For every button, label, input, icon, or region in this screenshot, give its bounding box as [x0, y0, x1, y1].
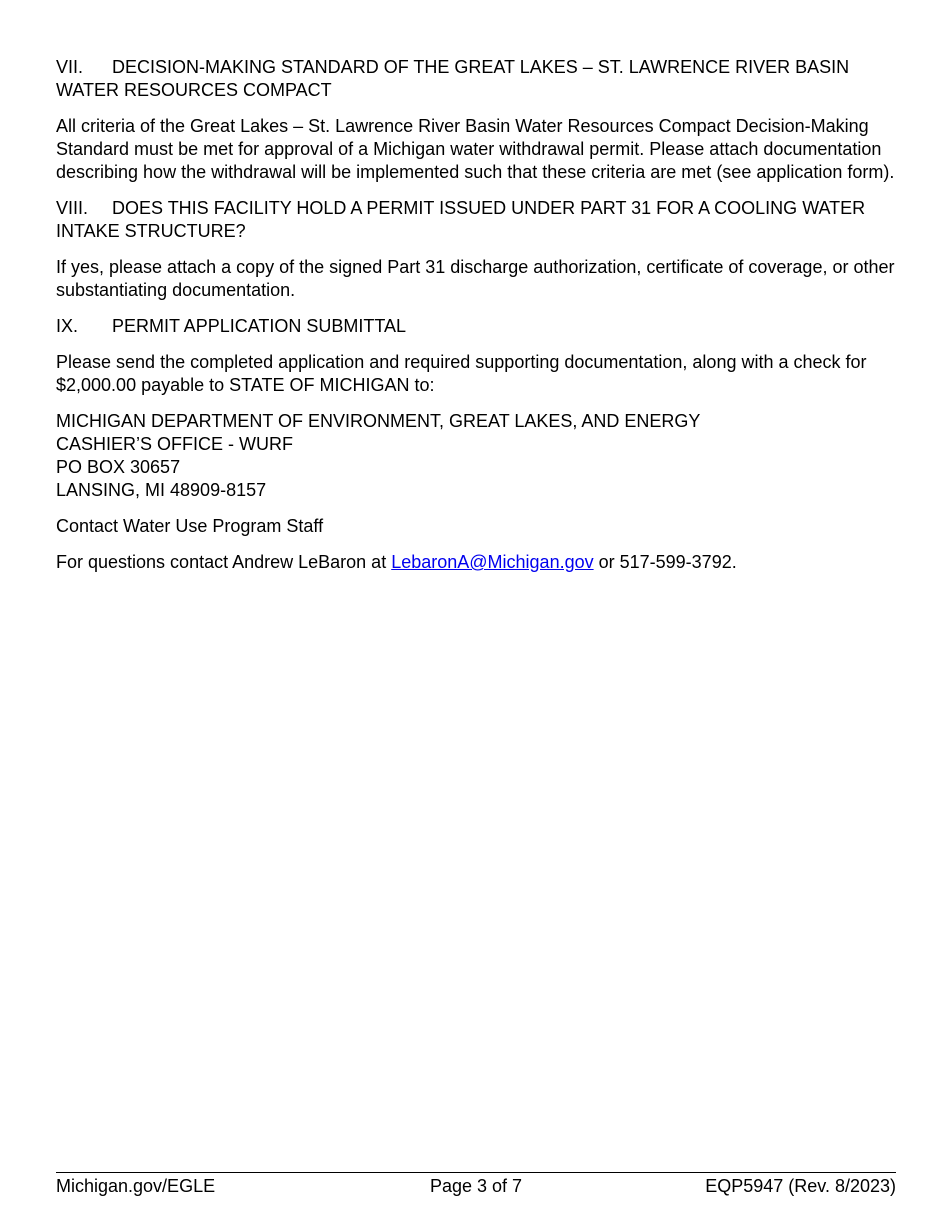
footer-page-number: Page 3 of 7 [429, 1176, 523, 1196]
section-ix-title: PERMIT APPLICATION SUBMITTAL [112, 316, 407, 336]
contact-line [56, 551, 896, 574]
contact-prefix: For questions contact Andrew LeBaron at [56, 552, 392, 572]
section-ix-number: IX. [56, 316, 79, 336]
contact-heading: Contact Water Use Program Staff [56, 516, 324, 536]
footer-website: Michigan.gov/EGLE [56, 1176, 216, 1196]
address-line: LANSING, MI 48909-8157 [56, 480, 267, 500]
document-page [56, 56, 896, 587]
section-vii-number: VII. [56, 57, 84, 77]
section-viii-title: DOES THIS FACILITY HOLD A PERMIT ISSUED UNDER PART 31 FOR A COOLING WATER INTAKE STRUCTURE? [56, 198, 866, 241]
page-footer [56, 1172, 896, 1198]
section-viii-number: VIII. [56, 198, 89, 218]
section-ix-heading [56, 315, 896, 338]
contact-email-link[interactable]: LebaronA@Michigan.gov [391, 552, 594, 572]
mailing-address [56, 410, 896, 502]
address-line: MICHIGAN DEPARTMENT OF ENVIRONMENT, GREAT LAKES, AND ENERGY [56, 411, 701, 431]
footer-form-id: EQP5947 (Rev. 8/2023) [705, 1176, 896, 1196]
section-ix-body: Please send the completed application and required supporting documentation, along with a check for $2,000.00 payable to STATE OF MICHIGAN to: [56, 352, 867, 395]
address-line: PO BOX 30657 [56, 457, 181, 477]
section-vii-body: All criteria of the Great Lakes – St. Lawrence River Basin Water Resources Compact Decision-Making Standard must be met for approval of a Michigan water withdrawal permit. Please attach documentation describing how the withdrawal will be implemented such that these criteria are met (see application form). [56, 116, 895, 182]
section-viii-body: If yes, please attach a copy of the signed Part 31 discharge authorization, certificate of coverage, or other substantiating documentation. [56, 257, 895, 300]
section-viii-heading [56, 197, 896, 243]
address-line: CASHIER’S OFFICE - WURF [56, 434, 293, 454]
section-vii-heading [56, 56, 896, 102]
section-vii-title: DECISION-MAKING STANDARD OF THE GREAT LAKES – ST. LAWRENCE RIVER BASIN WATER RESOURCES COMPACT [56, 57, 850, 100]
contact-suffix: or 517-599-3792. [593, 552, 737, 572]
